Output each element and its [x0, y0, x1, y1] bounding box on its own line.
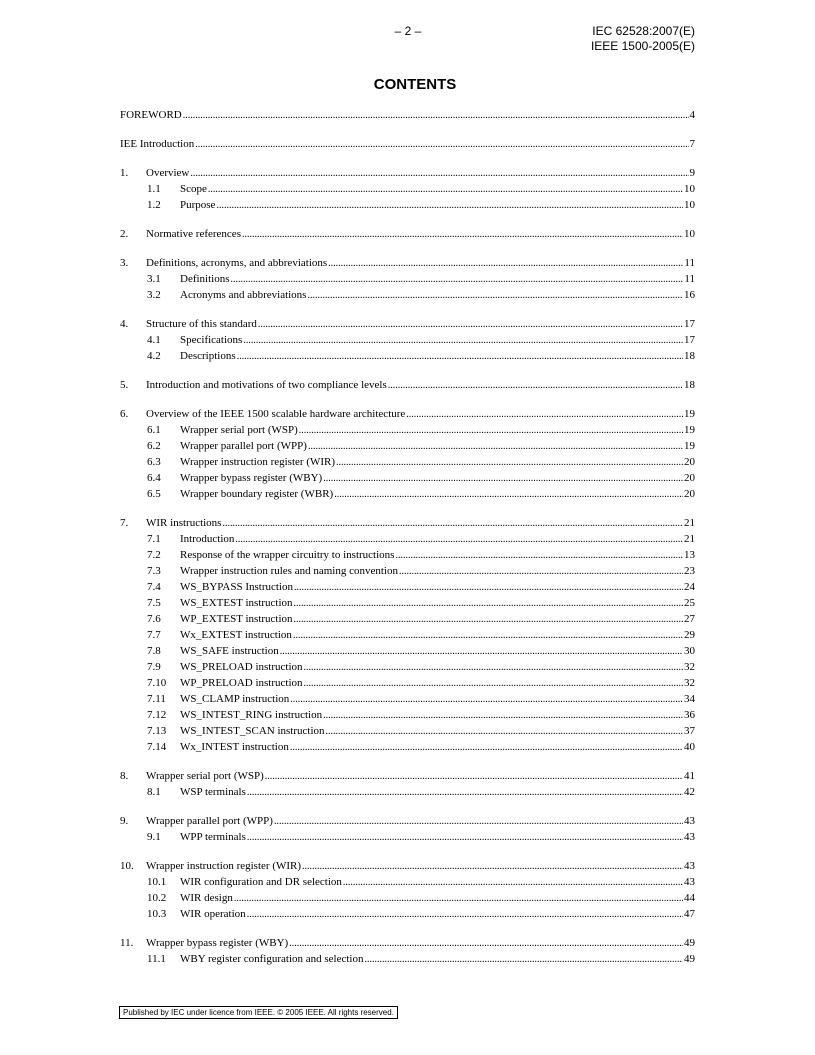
toc-entry-number: 5.: [120, 379, 129, 391]
toc-entry-number: 6.1: [147, 424, 161, 436]
toc-entry-title: Overview: [146, 167, 190, 179]
toc-entry[interactable]: [120, 136, 695, 152]
toc-entry-title: WS_SAFE instruction: [180, 645, 279, 657]
toc-entry-title: WP_EXTEST instruction: [180, 613, 293, 625]
toc-entry[interactable]: [120, 768, 695, 784]
toc-entry[interactable]: [120, 332, 695, 348]
toc-entry[interactable]: [120, 829, 695, 845]
toc-entry-title: Definitions: [180, 273, 230, 285]
toc-entry-page: 18: [684, 350, 695, 362]
toc-entry[interactable]: [120, 226, 695, 242]
dot-leader: [399, 564, 683, 580]
dot-leader: [336, 455, 683, 471]
dot-leader: [294, 580, 683, 596]
toc-entry[interactable]: [120, 595, 695, 611]
toc-entry-number: 9.1: [147, 831, 161, 843]
dot-leader: [334, 487, 683, 503]
toc-entry[interactable]: [120, 255, 695, 271]
dot-leader: [231, 272, 684, 288]
toc-entry-page: 29: [684, 629, 695, 641]
toc-entry-number: 10.2: [147, 892, 167, 904]
toc-entry-title: WIR instructions: [146, 517, 222, 529]
toc-entry-title: Normative references: [146, 228, 241, 240]
toc-entry-title: WSP terminals: [180, 786, 246, 798]
toc-entry-number: 7.1: [147, 533, 161, 545]
dot-leader: [265, 769, 683, 785]
standard-id-iec: IEC 62528:2007(E): [592, 24, 695, 38]
toc-entry-title: Response of the wrapper circuitry to instructions: [180, 549, 395, 561]
toc-entry[interactable]: [120, 675, 695, 691]
toc-entry-page: 10: [684, 199, 695, 211]
toc-entry-number: 4.2: [147, 350, 161, 362]
dot-leader: [307, 288, 683, 304]
toc-entry-number: 7.4: [147, 581, 161, 593]
toc-entry-number: 4.: [120, 318, 129, 330]
toc-entry[interactable]: [120, 515, 695, 531]
toc-entry-number: 7.9: [147, 661, 161, 673]
toc-entry-title: WS_BYPASS Instruction: [180, 581, 293, 593]
toc-entry[interactable]: [120, 563, 695, 579]
toc-entry-page: 9: [689, 167, 695, 179]
toc-entry-title: WIR configuration and DR selection: [180, 876, 342, 888]
toc-entry-page: 17: [684, 334, 695, 346]
toc-entry-number: 6.4: [147, 472, 161, 484]
toc-entry-page: 21: [684, 517, 695, 529]
toc-entry-number: 1.: [120, 167, 129, 179]
toc-entry[interactable]: [120, 691, 695, 707]
toc-entry-number: 7.: [120, 517, 129, 529]
toc-entry-page: 40: [684, 741, 695, 753]
toc-entry-number: 10.: [120, 860, 134, 872]
toc-entry[interactable]: [120, 406, 695, 422]
dot-leader: [304, 676, 683, 692]
toc-entry-page: 41: [684, 770, 695, 782]
toc-entry[interactable]: [120, 784, 695, 800]
dot-leader: [364, 952, 683, 968]
toc-entry-number: 7.3: [147, 565, 161, 577]
dot-leader: [304, 660, 683, 676]
dot-leader: [343, 875, 683, 891]
dot-leader: [293, 628, 683, 644]
toc-entry[interactable]: [120, 470, 695, 486]
dot-leader: [222, 516, 683, 532]
toc-entry-title: Purpose: [180, 199, 216, 211]
toc-entry-title: Wrapper bypass register (WBY): [146, 937, 289, 949]
toc-entry-number: 7.2: [147, 549, 161, 561]
dot-leader: [195, 137, 688, 153]
toc-entry-title: FOREWORD: [120, 109, 182, 121]
toc-entry-number: 8.1: [147, 786, 161, 798]
toc-entry-title: WIR operation: [180, 908, 246, 920]
toc-entry[interactable]: [120, 316, 695, 332]
toc-entry-page: 43: [684, 831, 695, 843]
dot-leader: [406, 407, 683, 423]
toc-entry[interactable]: [120, 181, 695, 197]
toc-entry-page: 21: [684, 533, 695, 545]
dot-leader: [247, 830, 683, 846]
toc-entry-number: 7.11: [147, 693, 166, 705]
dot-leader: [323, 471, 683, 487]
toc-entry-title: WS_INTEST_RING instruction: [180, 709, 323, 721]
toc-entry[interactable]: [120, 547, 695, 563]
toc-entry[interactable]: [120, 486, 695, 502]
toc-entry-title: Structure of this standard: [146, 318, 257, 330]
toc-entry[interactable]: [120, 422, 695, 438]
toc-entry-page: 11: [684, 273, 695, 285]
dot-leader: [258, 317, 683, 333]
toc-entry-page: 13: [684, 549, 695, 561]
toc-entry[interactable]: [120, 890, 695, 906]
toc-entry-number: 7.5: [147, 597, 161, 609]
toc-entry-number: 7.6: [147, 613, 161, 625]
toc-entry-number: 1.1: [147, 183, 161, 195]
toc-entry-number: 6.2: [147, 440, 161, 452]
dot-leader: [280, 644, 683, 660]
toc-entry-title: WPP terminals: [180, 831, 246, 843]
toc-entry[interactable]: [120, 935, 695, 951]
toc-entry[interactable]: [120, 271, 695, 287]
toc-entry-page: 20: [684, 472, 695, 484]
toc-entry[interactable]: [120, 454, 695, 470]
toc-entry[interactable]: [120, 611, 695, 627]
toc-entry-number: 7.13: [147, 725, 167, 737]
toc-entry-title: Wx_INTEST instruction: [180, 741, 289, 753]
toc-entry[interactable]: [120, 707, 695, 723]
toc-entry-title: WS_INTEST_SCAN instruction: [180, 725, 325, 737]
dot-leader: [308, 439, 683, 455]
toc-entry-title: IEE Introduction: [120, 138, 195, 150]
toc-entry[interactable]: [120, 739, 695, 755]
dot-leader: [235, 532, 683, 548]
toc-entry-title: Wrapper instruction register (WIR): [146, 860, 302, 872]
toc-entry-page: 18: [684, 379, 695, 391]
toc-entry-page: 49: [684, 953, 695, 965]
dot-leader: [388, 378, 683, 394]
toc-entry[interactable]: [120, 951, 695, 967]
toc-entry-number: 7.7: [147, 629, 161, 641]
page-title: CONTENTS: [373, 76, 457, 93]
toc-entry-title: Wrapper serial port (WSP): [180, 424, 298, 436]
toc-entry[interactable]: [120, 906, 695, 922]
toc-entry-page: 43: [684, 860, 695, 872]
toc-entry[interactable]: [120, 813, 695, 829]
toc-entry-title: Definitions, acronyms, and abbreviations: [146, 257, 328, 269]
toc-entry-title: Introduction and motivations of two compliance levels: [146, 379, 387, 391]
toc-entry-number: 4.1: [147, 334, 161, 346]
toc-entry-title: Wrapper serial port (WSP): [146, 770, 264, 782]
toc-entry-number: 11.: [120, 937, 134, 949]
toc-entry[interactable]: [120, 197, 695, 213]
dot-leader: [216, 198, 683, 214]
toc-entry-number: 10.1: [147, 876, 167, 888]
dot-leader: [328, 256, 683, 272]
toc-entry-number: 6.3: [147, 456, 161, 468]
toc-entry-title: Specifications: [180, 334, 243, 346]
toc-entry-number: 10.3: [147, 908, 167, 920]
toc-entry-title: WIR design: [180, 892, 233, 904]
toc-entry[interactable]: [120, 874, 695, 890]
toc-entry[interactable]: [120, 858, 695, 874]
toc-entry-page: 36: [684, 709, 695, 721]
toc-entry-title: Wrapper boundary register (WBR): [180, 488, 334, 500]
dot-leader: [234, 891, 683, 907]
toc-entry-title: Wrapper parallel port (WPP): [146, 815, 273, 827]
toc-entry-number: 11.1: [147, 953, 166, 965]
toc-entry-page: 4: [689, 109, 695, 121]
toc-entry-page: 44: [684, 892, 695, 904]
toc-entry-page: 43: [684, 815, 695, 827]
toc-entry-page: 27: [684, 613, 695, 625]
toc-entry-page: 49: [684, 937, 695, 949]
toc-entry[interactable]: [120, 723, 695, 739]
toc-entry[interactable]: [120, 659, 695, 675]
dot-leader: [237, 349, 683, 365]
toc-entry-page: 47: [684, 908, 695, 920]
toc-entry-title: WS_PRELOAD instruction: [180, 661, 303, 673]
dot-leader: [294, 612, 683, 628]
toc-entry-page: 43: [684, 876, 695, 888]
toc-entry-number: 7.10: [147, 677, 167, 689]
toc-entry[interactable]: [120, 165, 695, 181]
toc-entry-title: Wrapper parallel port (WPP): [180, 440, 307, 452]
dot-leader: [183, 108, 689, 124]
toc-entry-title: Wrapper bypass register (WBY): [180, 472, 323, 484]
toc-entry-page: 32: [684, 661, 695, 673]
dot-leader: [294, 596, 683, 612]
dot-leader: [243, 333, 683, 349]
standard-id-ieee: IEEE 1500-2005(E): [590, 39, 695, 53]
toc-entry-page: 24: [684, 581, 695, 593]
toc-entry-title: Wx_EXTEST instruction: [180, 629, 292, 641]
dot-leader: [395, 548, 683, 564]
toc-entry-page: 10: [684, 183, 695, 195]
dot-leader: [242, 227, 683, 243]
toc-entry-page: 25: [684, 597, 695, 609]
toc-entry[interactable]: [120, 377, 695, 393]
dot-leader: [274, 814, 683, 830]
dot-leader: [326, 724, 683, 740]
toc-entry-number: 1.2: [147, 199, 161, 211]
toc-entry-page: 16: [684, 289, 695, 301]
toc-entry-number: 6.: [120, 408, 129, 420]
toc-entry-number: 3.: [120, 257, 129, 269]
toc-entry-title: Scope: [180, 183, 207, 195]
standard-identifiers: [591, 24, 695, 54]
toc-entry-page: 10: [684, 228, 695, 240]
toc-entry-page: 17: [684, 318, 695, 330]
toc-entry-page: 11: [684, 257, 695, 269]
toc-entry-number: 6.5: [147, 488, 161, 500]
dot-leader: [302, 859, 683, 875]
toc-entry-title: Introduction: [180, 533, 235, 545]
toc-entry[interactable]: [120, 287, 695, 303]
toc-entry-page: 20: [684, 456, 695, 468]
toc-entry-title: Descriptions: [180, 350, 236, 362]
toc-entry-number: 7.12: [147, 709, 167, 721]
toc-entry-number: 7.14: [147, 741, 167, 753]
toc-entry-page: 42: [684, 786, 695, 798]
toc-entry-number: 2.: [120, 228, 129, 240]
toc-entry-number: 3.1: [147, 273, 161, 285]
toc-entry-title: WP_PRELOAD instruction: [180, 677, 303, 689]
toc-entry-number: 7.8: [147, 645, 161, 657]
toc-entry-page: 19: [684, 440, 695, 452]
toc-entry-page: 7: [689, 138, 695, 150]
dot-leader: [190, 166, 688, 182]
toc-entry-page: 20: [684, 488, 695, 500]
toc-entry-title: Acronyms and abbreviations: [180, 289, 307, 301]
toc-entry-title: Wrapper instruction rules and naming convention: [180, 565, 398, 577]
toc-entry-page: 32: [684, 677, 695, 689]
toc-entry-page: 30: [684, 645, 695, 657]
dot-leader: [299, 423, 683, 439]
toc-entry[interactable]: [120, 643, 695, 659]
toc-entry[interactable]: [120, 531, 695, 547]
toc-entry[interactable]: [120, 348, 695, 364]
toc-entry-page: 37: [684, 725, 695, 737]
dot-leader: [289, 936, 683, 952]
toc-entry-page: 19: [684, 408, 695, 420]
copyright-notice: Published by IEC under licence from IEEE. © 2005 IEEE. All rights reserved.: [119, 1006, 398, 1019]
toc-entry-title: WBY register configuration and selection: [180, 953, 364, 965]
dot-leader: [290, 692, 683, 708]
toc-entry-title: WS_EXTEST instruction: [180, 597, 293, 609]
toc-entry-number: 8.: [120, 770, 129, 782]
toc-entry-number: 9.: [120, 815, 129, 827]
page-number: – 2 –: [394, 24, 422, 38]
dot-leader: [208, 182, 683, 198]
toc-entry[interactable]: [120, 107, 695, 123]
table-of-contents: [120, 107, 695, 967]
toc-entry[interactable]: [120, 627, 695, 643]
dot-leader: [323, 708, 683, 724]
dot-leader: [247, 907, 683, 923]
toc-entry-page: 19: [684, 424, 695, 436]
dot-leader: [247, 785, 683, 801]
toc-entry-page: 34: [684, 693, 695, 705]
toc-entry-title: Overview of the IEEE 1500 scalable hardware architecture: [146, 408, 406, 420]
toc-entry[interactable]: [120, 438, 695, 454]
toc-entry-title: WS_CLAMP instruction: [180, 693, 290, 705]
toc-entry[interactable]: [120, 579, 695, 595]
toc-entry-title: Wrapper instruction register (WIR): [180, 456, 336, 468]
toc-entry-page: 23: [684, 565, 695, 577]
dot-leader: [290, 740, 683, 756]
toc-entry-number: 3.2: [147, 289, 161, 301]
